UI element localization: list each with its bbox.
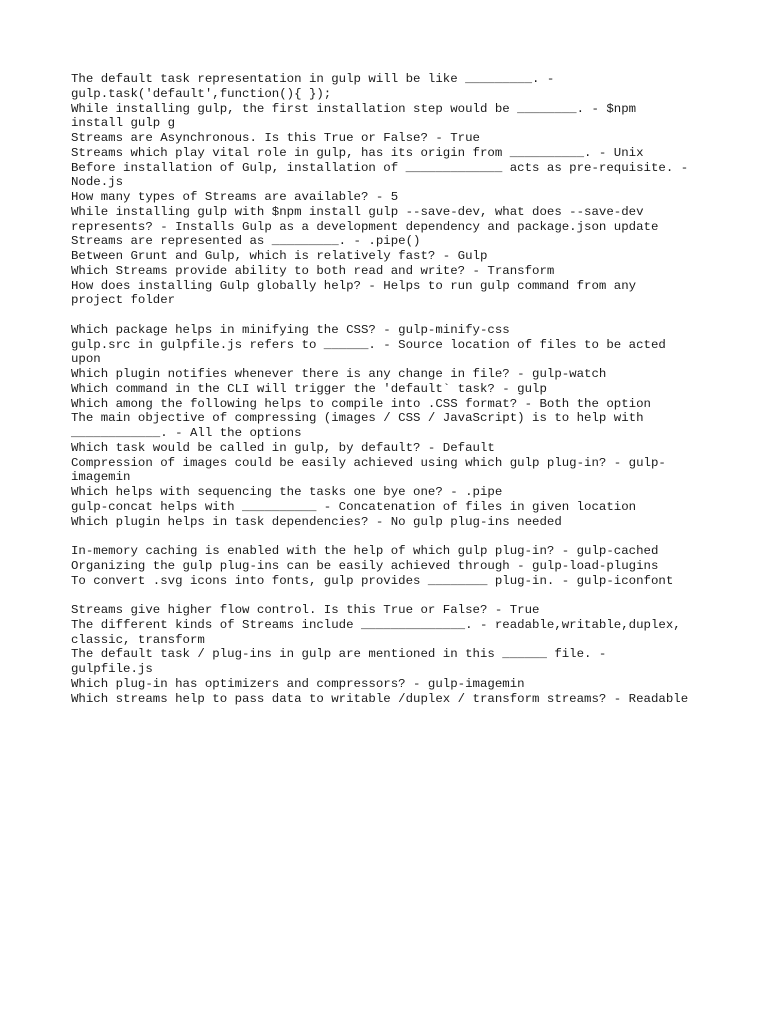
text-line: Which package helps in minifying the CSS? - gulp-minify-css bbox=[71, 322, 510, 337]
text-line: Which streams help to pass data to writable /duplex / transform streams? - Readable bbox=[71, 691, 689, 706]
text-line: represents? - Installs Gulp as a development dependency and package.json update bbox=[71, 219, 659, 234]
blank-line bbox=[71, 529, 711, 544]
text-line: Before installation of Gulp, installation of _____________ acts as pre-requisite. - bbox=[71, 160, 689, 175]
text-line: How many types of Streams are available? - 5 bbox=[71, 190, 399, 204]
blank-line bbox=[71, 588, 711, 603]
text-line: Between Grunt and Gulp, which is relatively fast? - Gulp bbox=[71, 249, 488, 263]
text-line: The different kinds of Streams include ______________. - readable,writable,duplex, bbox=[71, 617, 681, 632]
text-line: To convert .svg icons into fonts, gulp provides ________ plug-in. - gulp-iconfont bbox=[71, 573, 674, 588]
text-line: While installing gulp, the first installation step would be ________. - $npm bbox=[71, 101, 637, 116]
text-line: Compression of images could be easily achieved using which gulp plug-in? - gulp- bbox=[71, 455, 666, 470]
text-line: ____________. - All the options bbox=[71, 426, 302, 440]
text-line: Which plug-in has optimizers and compressors? - gulp-imagemin bbox=[71, 676, 525, 691]
text-line: Which Streams provide ability to both read and write? - Transform bbox=[71, 263, 555, 278]
text-line: gulpfile.js bbox=[71, 662, 153, 676]
text-line: Which among the following helps to compile into .CSS format? - Both the option bbox=[71, 396, 651, 411]
text-line: Streams are represented as _________. - .pipe() bbox=[71, 234, 421, 249]
text-line: gulp.task('default',function(){ }); bbox=[71, 86, 332, 101]
text-line: gulp.src in gulpfile.js refers to ______. - Source location of files to be acted bbox=[71, 337, 666, 352]
text-line: Organizing the gulp plug-ins can be easily achieved through - gulp-load-plugins bbox=[71, 558, 659, 573]
text-line: install gulp g bbox=[71, 116, 176, 131]
text-line: Which plugin helps in task dependencies? - No gulp plug-ins needed bbox=[71, 514, 562, 529]
text-line: Streams which play vital role in gulp, has its origin from __________. - Unix bbox=[71, 145, 644, 160]
text-line: classic, transform bbox=[71, 632, 205, 647]
text-line: Streams are Asynchronous. Is this True or False? - True bbox=[71, 131, 480, 145]
blank-line bbox=[71, 308, 711, 323]
text-line: gulp-concat helps with __________ - Concatenation of files in given location bbox=[71, 499, 637, 514]
text-line: While installing gulp with $npm install gulp --save-dev, what does --save-dev bbox=[71, 204, 644, 219]
text-line: In-memory caching is enabled with the help of which gulp plug-in? - gulp-cached bbox=[71, 544, 659, 558]
text-line: Which plugin notifies whenever there is any change in file? - gulp-watch bbox=[71, 367, 607, 381]
text-line: Streams give higher flow control. Is this True or False? - True bbox=[71, 603, 540, 617]
text-line: Node.js bbox=[71, 175, 124, 190]
text-line: project folder bbox=[71, 293, 176, 308]
text-line: imagemin bbox=[71, 470, 131, 485]
text-line: Which task would be called in gulp, by default? - Default bbox=[71, 440, 495, 455]
document-body bbox=[71, 72, 711, 706]
text-line: Which helps with sequencing the tasks one bye one? - .pipe bbox=[71, 485, 503, 499]
text-line: Which command in the CLI will trigger the 'default` task? - gulp bbox=[71, 381, 547, 396]
text-line: upon bbox=[71, 352, 101, 367]
text-line: How does installing Gulp globally help? - Helps to run gulp command from any bbox=[71, 278, 637, 293]
text-line: The default task representation in gulp will be like _________. - bbox=[71, 72, 555, 86]
text-line: The default task / plug-ins in gulp are mentioned in this ______ file. - bbox=[71, 647, 607, 662]
text-line: The main objective of compressing (images / CSS / JavaScript) is to help with bbox=[71, 411, 644, 426]
